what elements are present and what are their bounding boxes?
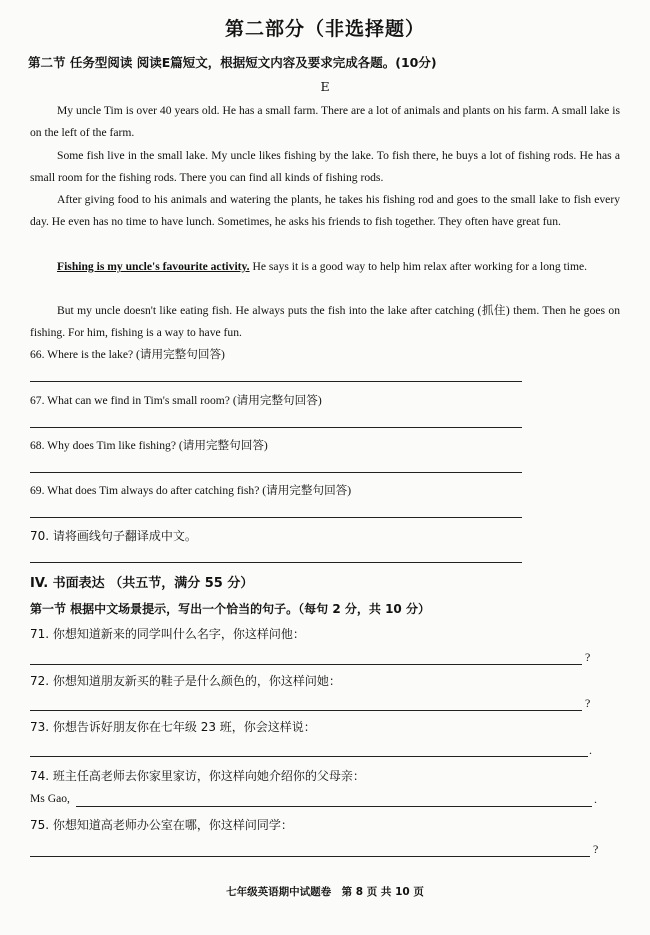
passage-paragraph-3 [30,189,620,234]
question-70: 70. 请将画线句子翻译成中文。 [30,529,197,543]
question-mark: ? [585,650,591,664]
writing-section-title: IV. 书面表达 （共五节，满分 55 分） [30,576,254,591]
writing-subsection: 第一节 根据中文场景提示，写出一个恰当的句子。（每句 2 分，共 10 分） [30,602,430,616]
page-footer: 七年级英语期中试题卷 第 8 页 共 10 页 [226,886,424,898]
passage-text: After giving food to his animals and watering the plants, he takes his fishing rod and goes to the small lake to fish every day. He even has no time to have lunch. Sometimes, he asks his friends to fish together. They often have great fun. [30,193,620,229]
section-header: 第二节 任务型阅读 阅读E篇短文，根据短文内容及要求完成各题。(10分) [28,55,437,70]
passage-text: But my uncle doesn't like eating fish. He always puts the fish into the lake after catching (抓住) them. Then he goes on fishing. For him, fishing is a way to have fun. [30,304,620,340]
answer-line-75[interactable] [30,856,590,857]
question-72: 72. 你想知道朋友新买的鞋子是什么颜色的，你这样问她： [30,674,341,688]
passage-paragraph-2 [30,145,620,190]
answer-line-67[interactable] [30,427,522,428]
answer-line-72[interactable] [30,710,582,711]
question-68: 68. Why does Tim like fishing? (请用完整句回答) [30,439,268,452]
question-69: 69. What does Tim always do after catching fish? (请用完整句回答) [30,484,352,497]
passage-paragraph-4 [30,256,620,278]
answer-line-74[interactable] [76,806,592,807]
part-title: 第二部分（非选择题） [224,18,425,40]
underlined-sentence: Fishing is my uncle's favourite activity. [57,260,250,273]
passage-paragraph-1 [30,100,620,145]
passage-text: My uncle Tim is over 40 years old. He has a small farm. There are a lot of animals and plants on his farm. A small lake is on the left of the farm. [30,104,620,140]
period-mark: . [589,743,592,757]
question-67: 67. What can we find in Tim's small room? (请用完整句回答) [30,394,322,407]
answer-line-66[interactable] [30,381,522,382]
passage-text: Some fish live in the small lake. My uncle likes fishing by the lake. To fish there, he buys a lot of fishing rods. He has a small room for the fishing rods. There you can find all kinds of fishing rods. [30,149,620,185]
question-mark: ? [585,696,591,710]
question-mark: ? [593,842,599,856]
answer-line-71[interactable] [30,664,582,665]
answer-line-69[interactable] [30,517,522,518]
question-75: 75. 你想知道高老师办公室在哪，你这样问同学： [30,818,293,832]
question-71: 71. 你想知道新来的同学叫什么名字，你这样问他： [30,627,305,641]
answer-line-68[interactable] [30,472,522,473]
answer-prefix-74: Ms Gao, [30,792,70,805]
question-73: 73. 你想告诉好朋友你在七年级 23 班，你会这样说： [30,720,316,734]
period-mark: . [594,792,597,806]
answer-line-73[interactable] [30,756,588,757]
answer-line-70[interactable] [30,562,522,563]
question-66: 66. Where is the lake? (请用完整句回答) [30,348,225,361]
passage-letter: E [320,79,330,94]
question-74: 74. 班主任高老师去你家里家访，你这样向她介绍你的父母亲： [30,769,365,783]
passage-text: He says it is a good way to help him relax after working for a long time. [249,260,588,273]
passage-paragraph-5 [30,300,620,345]
